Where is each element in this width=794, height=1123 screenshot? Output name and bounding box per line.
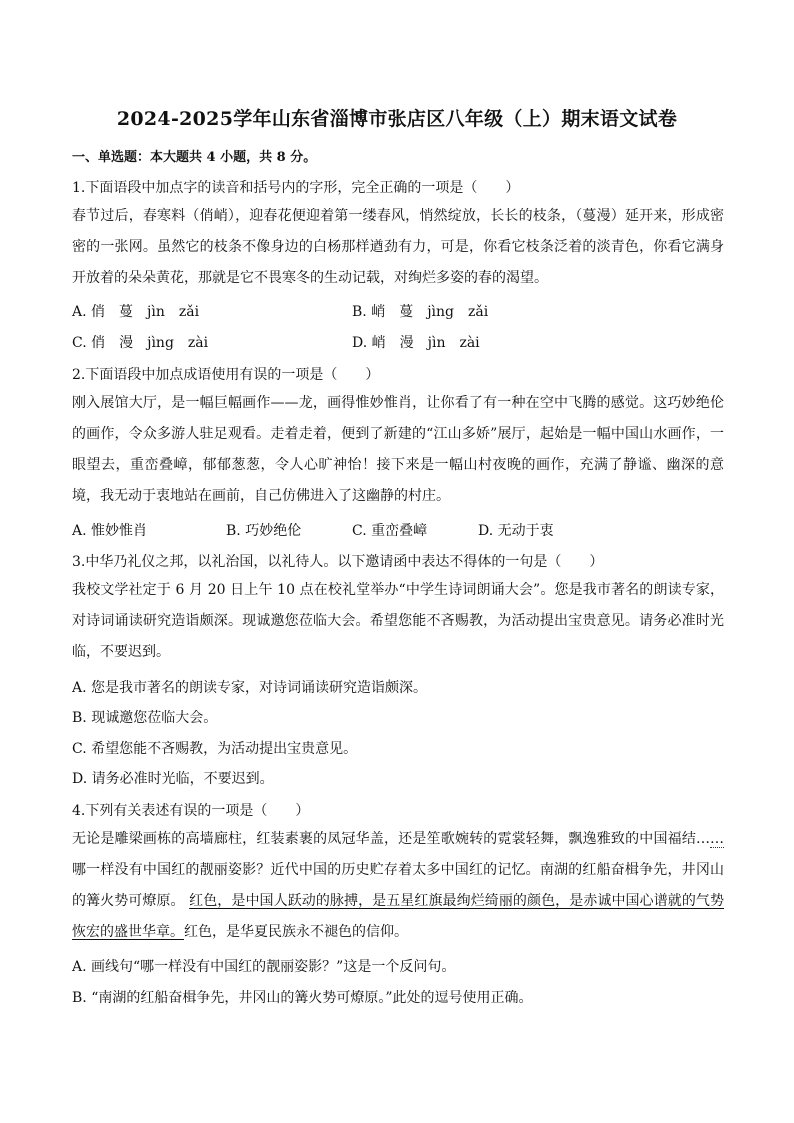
q1-option-c: C. 俏 漫 jìng zài — [72, 335, 209, 351]
q4-underlined-sentence: 红色，是中国人跃动的脉搏，是五星红旗最绚烂绮丽的颜色，是赤诚中国心谱就的气势恢宏的盛世华章。 — [72, 893, 725, 940]
q3-option-a: A. 您是我市著名的朗读专家，对诗词诵读研究造诣颇深。 — [72, 680, 428, 696]
q2-stem: 2.下面语段中加点成语使用有误的一项是（ ） — [72, 367, 380, 383]
q4-passage-part1: 无论是雕梁画栋的高墙廊柱，红装素裹的凤冠华盖，还是笙歌婉转的霓裳轻舞，飘逸雅致的中国福结… — [72, 831, 710, 847]
q2-option-a: A. 惟妙惟肖 — [72, 523, 148, 539]
q3-option-c: C. 希望您能不吝赐教，为活动提出宝贵意见。 — [72, 741, 358, 757]
q3-option-d: D. 请务必准时光临，不要迟到。 — [72, 771, 274, 787]
q2-option-d: D. 无动于衷 — [478, 523, 554, 539]
q4-passage-part3: 红色，是华夏民族永不褪色的信仰。 — [184, 924, 408, 940]
q4-passage — [72, 824, 724, 948]
q4-stem: 4.下列有关表述有误的一项是（ ） — [72, 803, 310, 819]
q4-passage-part2: 哪一样没有中国红的靓丽姿影？近代中国的历史贮存着太多中国红的记忆。南湖的红船奋楫争先，井冈山的篝火势可燎原。 — [72, 862, 724, 909]
q1-option-b: B. 峭 蔓 jìng zǎi — [352, 304, 489, 320]
exam-title: 2024-2025学年山东省淄博市张店区八年级（上）期末语文试卷 — [116, 108, 678, 130]
section-header: 一、单选题：本大题共 4 小题，共 8 分。 — [72, 150, 317, 165]
q4-option-b: B. “南湖的红船奋楫争先，井冈山的篝火势可燎原。”此处的逗号使用正确。 — [72, 990, 533, 1006]
q3-stem: 3.中华乃礼仪之邦，以礼治国，以礼待人。以下邀请函中表达不得体的一句是（ ） — [72, 554, 604, 570]
q3-passage: 我校文学社定于 6 月 20 日上午 10 点在校礼堂举办“中学生诗词朗诵大会”。您是我市著名的朗读专家，对诗词诵读研究造诣颇深。现诚邀您莅临大会。希望您能不吝赐教，为活动提出宝贵意见。请务必准时光临，不要迟到。 — [72, 582, 724, 660]
q2-option-c: C. 重峦叠嶂 — [352, 523, 428, 539]
q3-option-b: B. 现诚邀您莅临大会。 — [72, 710, 218, 726]
q1-stem: 1.下面语段中加点字的读音和括号内的字形，完全正确的一项是（ ） — [72, 180, 520, 196]
q1-passage: 春节过后，春寒料（俏峭），迎春花便迎着第一缕春风，悄然绽放，长长的枝条，（蔓漫）延开来，形成密密的一张网。虽然它的枝条不像身边的白杨那样遒劲有力，可是，你看它枝条泛着的淡青色，你看它满身开放着的朵朵黄花，那就是它不畏寒冬的生动记载，对绚烂多姿的春的渴望。 — [72, 208, 724, 286]
q1-option-a: A. 俏 蔓 jìn zǎi — [72, 304, 200, 320]
q2-option-b: B. 巧妙绝伦 — [226, 523, 302, 539]
q1-option-d: D. 峭 漫 jìn zài — [352, 335, 480, 351]
q4-option-a: A. 画线句“哪一样没有中国红的靓丽姿影？”这是一个反问句。 — [72, 959, 456, 975]
q4-passage-ellipsis: … — [710, 831, 724, 847]
q2-passage: 刚入展馆大厅，是一幅巨幅画作——龙，画得惟妙惟肖，让你看了有一种在空中飞腾的感觉。这巧妙绝伦的画作，令众多游人驻足观看。走着走着，便到了新建的“江山多娇”展厅，起始是一幅中国山水画作，一眼望去，重峦叠嶂，郁郁葱葱，令人心旷神怡！接下来是一幅山村夜晚的画作，充满了静谧、幽深的意境，我无动于衷地站在画前，自己仿佛进入了这幽静的村庄。 — [72, 395, 724, 504]
